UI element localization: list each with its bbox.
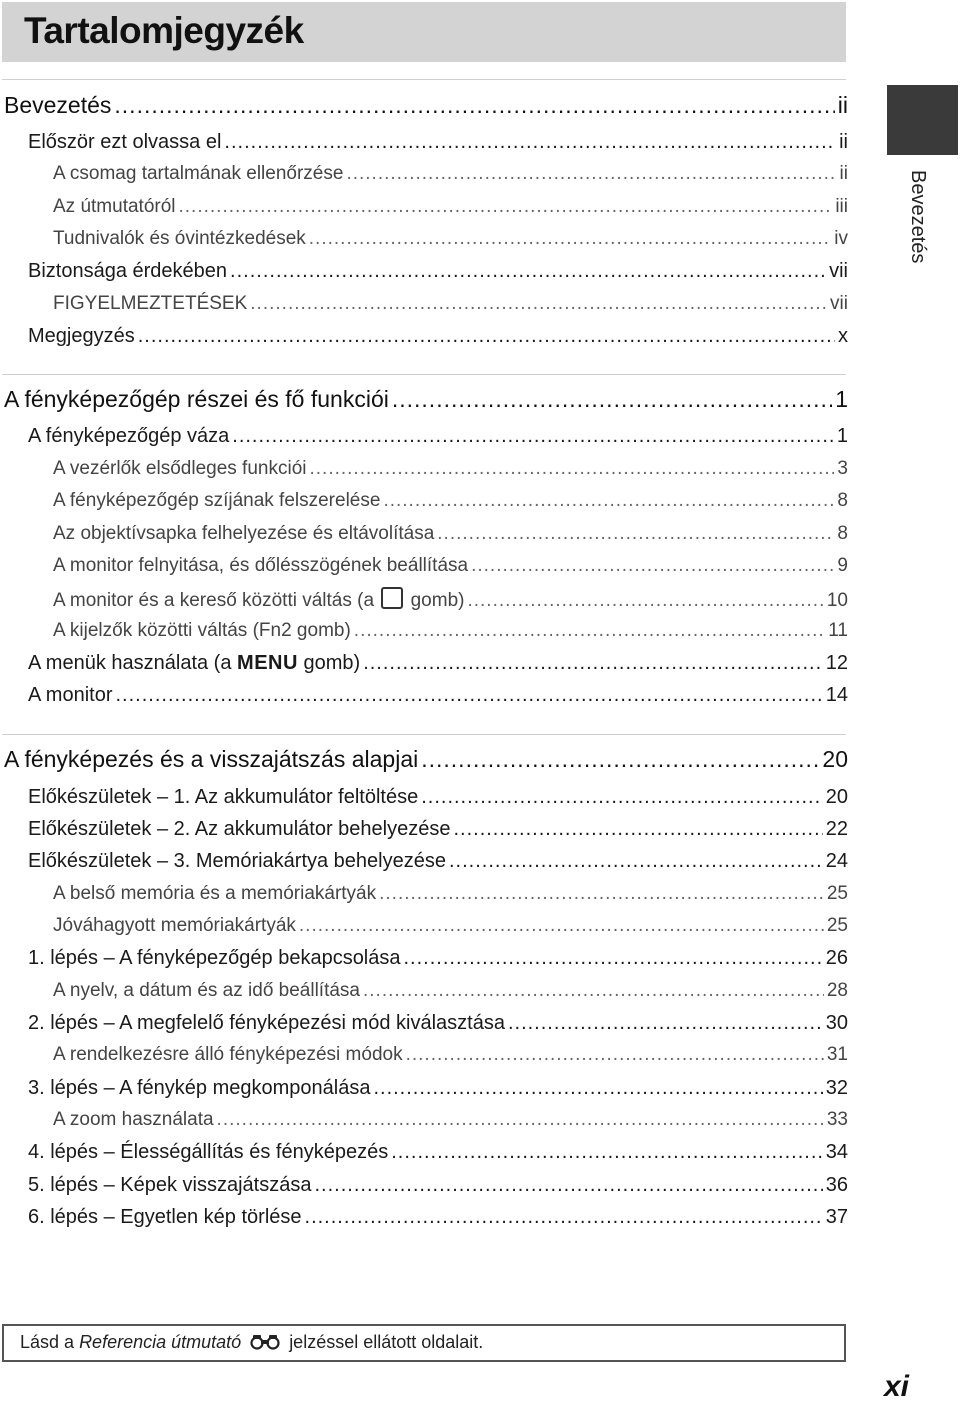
reference-note-box xyxy=(2,1324,846,1362)
toc-entry[interactable]: Előkészületek – 3. Memóriakártya behelyezése ..... 24 xyxy=(28,850,848,873)
divider xyxy=(2,734,846,735)
toc-section-alapjai[interactable]: A fényképezés és a visszajátszás alapjai ..... 20 xyxy=(4,746,848,773)
toc-subentry[interactable]: FIGYELMEZTETÉSEK ..... vii xyxy=(53,293,848,315)
reference-note: Lásd a Referencia útmutató jelzéssel ellátott oldalait. xyxy=(20,1332,484,1352)
toc-section-reszek[interactable]: A fényképezőgép részei és fő funkciói ..... 1 xyxy=(4,386,848,413)
toc-subentry[interactable]: Az útmutatóról ..... iii xyxy=(53,196,848,218)
toc-subentry[interactable]: Jóváhagyott memóriakártyák ..... 25 xyxy=(53,915,848,937)
toc-subentry[interactable]: A monitor és a kereső közötti váltás (a gomb) ..... 10 xyxy=(53,587,848,612)
dot-leader xyxy=(114,92,834,119)
toc-section-bevezetes[interactable]: Bevezetés ..... ii xyxy=(4,92,848,119)
toc-entry[interactable]: A menük használata (a MENU gomb) ..... 12 xyxy=(28,652,848,675)
toc-subentry[interactable]: A zoom használata ..... 33 xyxy=(53,1109,848,1131)
toc-entry[interactable]: 3. lépés – A fénykép megkomponálása ..... 32 xyxy=(28,1077,848,1100)
toc-subentry[interactable]: A kijelzők közötti váltás (Fn2 gomb) ..... 11 xyxy=(53,620,848,642)
toc-entry[interactable]: 1. lépés – A fényképezőgép bekapcsolása ..... 26 xyxy=(28,947,848,970)
toc-entry[interactable]: 2. lépés – A megfelelő fényképezési mód kiválasztása ..... 30 xyxy=(28,1012,848,1035)
section-tab-label: Bevezetés xyxy=(907,170,929,264)
divider xyxy=(2,374,846,375)
toc-entry[interactable]: A fényképezőgép váza ..... 1 xyxy=(28,425,848,448)
toc-subentry[interactable]: A csomag tartalmának ellenőrzése ..... ii xyxy=(53,163,848,185)
toc-subentry[interactable]: Tudnivalók és óvintézkedések ..... iv xyxy=(53,228,848,250)
toc-entry[interactable]: 4. lépés – Élességállítás és fényképezés ..... 34 xyxy=(28,1141,848,1164)
page-number: xi xyxy=(884,1370,910,1403)
toc-subentry[interactable]: A fényképezőgép szíjának felszerelése ..... 8 xyxy=(53,490,848,512)
toc-subentry[interactable]: A rendelkezésre álló fényképezési módok ..... 31 xyxy=(53,1044,848,1066)
toc-subentry[interactable]: Az objektívsapka felhelyezése és eltávolítása ..... 8 xyxy=(53,523,848,545)
toc-subentry[interactable]: A nyelv, a dátum és az idő beállítása ..... 28 xyxy=(53,980,848,1002)
toc-entry[interactable]: Megjegyzés ..... x xyxy=(28,325,848,348)
menu-button-icon: MENU xyxy=(237,652,298,674)
binoculars-icon xyxy=(250,1334,280,1350)
title-bar xyxy=(2,2,846,62)
toc-entry[interactable]: A monitor ..... 14 xyxy=(28,684,848,707)
toc-subentry[interactable]: A vezérlők elsődleges funkciói ..... 3 xyxy=(53,458,848,480)
toc-entry[interactable]: Először ezt olvassa el ..... ii xyxy=(28,131,848,154)
toc-entry[interactable]: 5. lépés – Képek visszajátszása ..... 36 xyxy=(28,1174,848,1197)
toc-entry[interactable]: Biztonsága érdekében ..... vii xyxy=(28,260,848,283)
section-tab-marker xyxy=(887,85,958,155)
toc-subentry[interactable]: A monitor felnyitása, és dőlésszögének beállítása ..... 9 xyxy=(53,555,848,577)
monitor-button-icon xyxy=(381,587,403,609)
divider xyxy=(2,79,846,80)
page-title: Tartalomjegyzék xyxy=(24,10,304,51)
toc-subentry[interactable]: A belső memória és a memóriakártyák ..... 25 xyxy=(53,883,848,905)
toc-entry[interactable]: Előkészületek – 2. Az akkumulátor behelyezése ..... 22 xyxy=(28,818,848,841)
toc-entry[interactable]: Előkészületek – 1. Az akkumulátor feltöltése ..... 20 xyxy=(28,786,848,809)
toc-entry[interactable]: 6. lépés – Egyetlen kép törlése ..... 37 xyxy=(28,1206,848,1229)
